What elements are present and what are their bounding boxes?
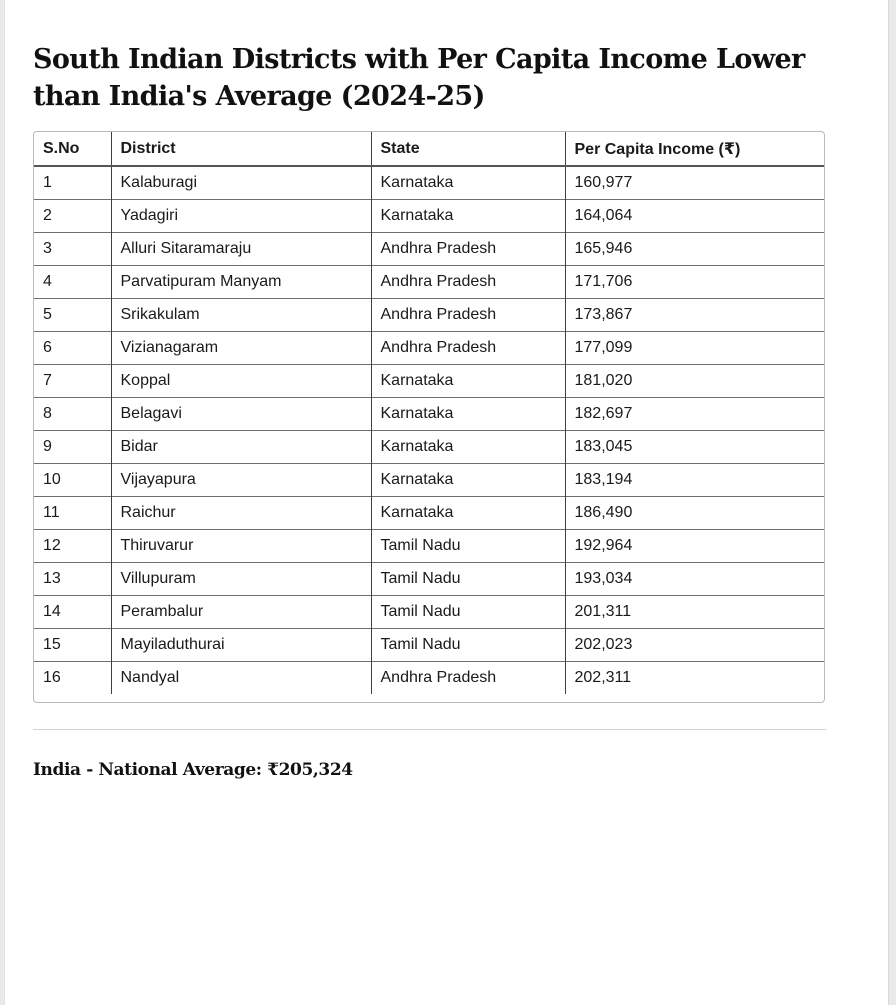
- table-row: [34, 562, 824, 595]
- column-header-state: State: [371, 132, 565, 166]
- table-row: [34, 430, 824, 463]
- cell-income: 165,946: [565, 232, 824, 265]
- cell-district: Koppal: [111, 364, 371, 397]
- cell-district: Vijayapura: [111, 463, 371, 496]
- cell-district: Bidar: [111, 430, 371, 463]
- cell-district: Belagavi: [111, 397, 371, 430]
- cell-sno: 11: [34, 496, 111, 529]
- cell-district: Thiruvarur: [111, 529, 371, 562]
- cell-state: Tamil Nadu: [371, 562, 565, 595]
- cell-state: Andhra Pradesh: [371, 232, 565, 265]
- income-table-container: [33, 131, 825, 703]
- table-row: [34, 298, 824, 331]
- cell-sno: 14: [34, 595, 111, 628]
- table-row: [34, 265, 824, 298]
- cell-income: 164,064: [565, 199, 824, 232]
- cell-income: 160,977: [565, 166, 824, 199]
- cell-sno: 8: [34, 397, 111, 430]
- page: [4, 0, 889, 1005]
- cell-sno: 15: [34, 628, 111, 661]
- cell-sno: 5: [34, 298, 111, 331]
- table-row: [34, 595, 824, 628]
- cell-sno: 4: [34, 265, 111, 298]
- page-title: South Indian Districts with Per Capita Income Lower than India's Average (2024-25): [33, 44, 805, 112]
- cell-sno: 2: [34, 199, 111, 232]
- cell-state: Karnataka: [371, 496, 565, 529]
- cell-sno: 6: [34, 331, 111, 364]
- cell-sno: 12: [34, 529, 111, 562]
- cell-district: Vizianagaram: [111, 331, 371, 364]
- cell-state: Andhra Pradesh: [371, 298, 565, 331]
- table-row: [34, 199, 824, 232]
- cell-state: Karnataka: [371, 430, 565, 463]
- cell-district: Nandyal: [111, 661, 371, 694]
- table-row: [34, 166, 824, 199]
- cell-state: Andhra Pradesh: [371, 661, 565, 694]
- cell-district: Raichur: [111, 496, 371, 529]
- divider: [33, 729, 826, 730]
- table-row: [34, 661, 824, 694]
- table-row: [34, 364, 824, 397]
- table-row: [34, 496, 824, 529]
- cell-income: 202,311: [565, 661, 824, 694]
- table-row: [34, 529, 824, 562]
- cell-district: Parvatipuram Manyam: [111, 265, 371, 298]
- cell-income: 192,964: [565, 529, 824, 562]
- national-average: India - National Average: ₹205,324: [33, 760, 353, 780]
- cell-income: 182,697: [565, 397, 824, 430]
- cell-income: 202,023: [565, 628, 824, 661]
- column-header-income: Per Capita Income (₹): [565, 132, 824, 166]
- cell-sno: 13: [34, 562, 111, 595]
- table-row: [34, 232, 824, 265]
- table-body: [34, 166, 824, 694]
- cell-state: Andhra Pradesh: [371, 331, 565, 364]
- cell-district: Mayiladuthurai: [111, 628, 371, 661]
- cell-state: Tamil Nadu: [371, 595, 565, 628]
- cell-sno: 16: [34, 661, 111, 694]
- table-row: [34, 628, 824, 661]
- table-row: [34, 397, 824, 430]
- table-row: [34, 331, 824, 364]
- cell-state: Karnataka: [371, 364, 565, 397]
- cell-income: 201,311: [565, 595, 824, 628]
- cell-sno: 3: [34, 232, 111, 265]
- cell-state: Karnataka: [371, 397, 565, 430]
- cell-sno: 1: [43, 173, 52, 191]
- cell-district: Alluri Sitaramaraju: [111, 232, 371, 265]
- cell-state: Andhra Pradesh: [371, 265, 565, 298]
- cell-state: Karnataka: [371, 199, 565, 232]
- cell-district: Kalaburagi: [111, 166, 371, 199]
- cell-district: Yadagiri: [111, 199, 371, 232]
- cell-sno: 10: [34, 463, 111, 496]
- column-header-sno: S.No: [34, 132, 111, 166]
- cell-sno: 7: [34, 364, 111, 397]
- cell-district: Srikakulam: [111, 298, 371, 331]
- table-header-row: [34, 132, 824, 166]
- cell-sno: 9: [34, 430, 111, 463]
- cell-district: Perambalur: [111, 595, 371, 628]
- cell-state: Tamil Nadu: [371, 529, 565, 562]
- cell-income: 177,099: [565, 331, 824, 364]
- cell-income: 186,490: [565, 496, 824, 529]
- table-row: [34, 463, 824, 496]
- cell-state: Karnataka: [371, 166, 565, 199]
- income-table: [34, 132, 824, 694]
- cell-income: 193,034: [565, 562, 824, 595]
- cell-income: 181,020: [565, 364, 824, 397]
- cell-state: Karnataka: [371, 463, 565, 496]
- cell-income: 183,045: [565, 430, 824, 463]
- cell-district: Villupuram: [111, 562, 371, 595]
- cell-state: Tamil Nadu: [371, 628, 565, 661]
- cell-income: 183,194: [565, 463, 824, 496]
- cell-income: 171,706: [565, 265, 824, 298]
- cell-income: 173,867: [565, 298, 824, 331]
- column-header-district: District: [111, 132, 371, 166]
